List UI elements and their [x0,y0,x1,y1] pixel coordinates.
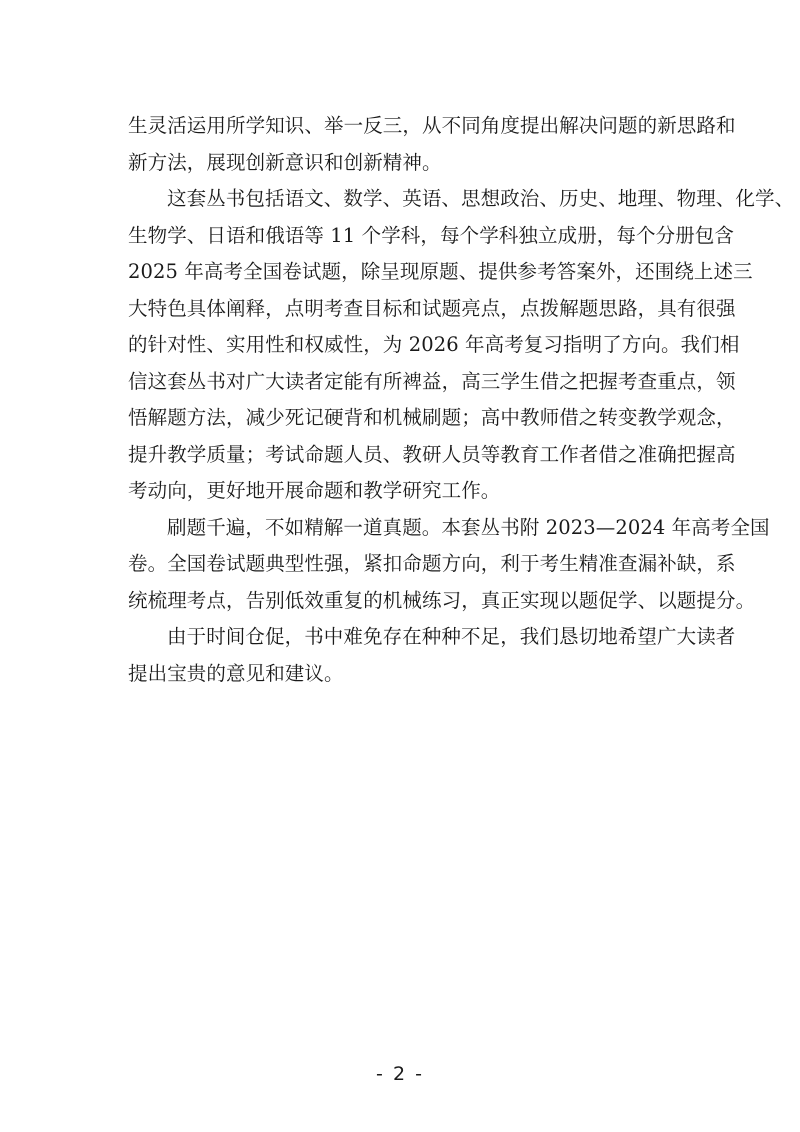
paragraph-line: 考动向，更好地开展命题和教学研究工作。 [128,479,501,502]
paragraph-line: 由于时间仓促，书中难免存在种种不足，我们恳切地希望广大读者 [167,625,736,648]
page-number: - 2 - [376,1063,424,1085]
body-text [128,108,795,692]
paragraph-line: 统梳理考点，告别低效重复的机械练习，真正实现以题促学、以题提分。 [128,588,756,612]
paragraph-line: 大特色具体阐释，点明考查目标和试题亮点，点拨解题思路，具有很强 [128,296,736,320]
paragraph-line: 提出宝贵的意见和建议。 [128,661,344,685]
paragraph-line: 悟解题方法，减少死记硬背和机械刷题；高中教师借之转变教学观念， [128,406,736,429]
paragraph-line: 信这套丛书对广大读者定能有所裨益，高三学生借之把握考查重点，领 [128,369,736,393]
paragraph-line: 的针对性、实用性和权威性，为 2026 年高考复习指明了方向。我们相 [128,333,740,356]
paragraph-line: 生灵活运用所学知识、举一反三，从不同角度提出解决问题的新思路和 [128,114,736,137]
paragraph-line: 提升教学质量；考试命题人员、教研人员等教育工作者借之准确把握高 [128,442,736,466]
paragraph-line: 卷。全国卷试题典型性强，紧扣命题方向，利于考生精准查漏补缺，系 [128,552,736,575]
paragraph-3 [128,510,770,620]
paragraph-1 [128,108,736,181]
paragraph-line: 这套丛书包括语文、数学、英语、思想政治、历史、地理、物理、化学、 [167,187,795,210]
paragraph-line: 新方法，展现创新意识和创新精神。 [128,150,442,174]
paragraph-2 [128,181,795,510]
paragraph-line: 生物学、日语和俄语等 11 个学科，每个学科独立成册，每个分册包含 [128,223,735,247]
paragraph-4 [128,619,736,692]
paragraph-line: 刷题千遍，不如精解一道真题。本套丛书附 2023—2024 年高考全国 [167,515,770,539]
paragraph-line: 2025 年高考全国卷试题，除呈现原题、提供参考答案外，还围绕上述三 [128,260,753,283]
